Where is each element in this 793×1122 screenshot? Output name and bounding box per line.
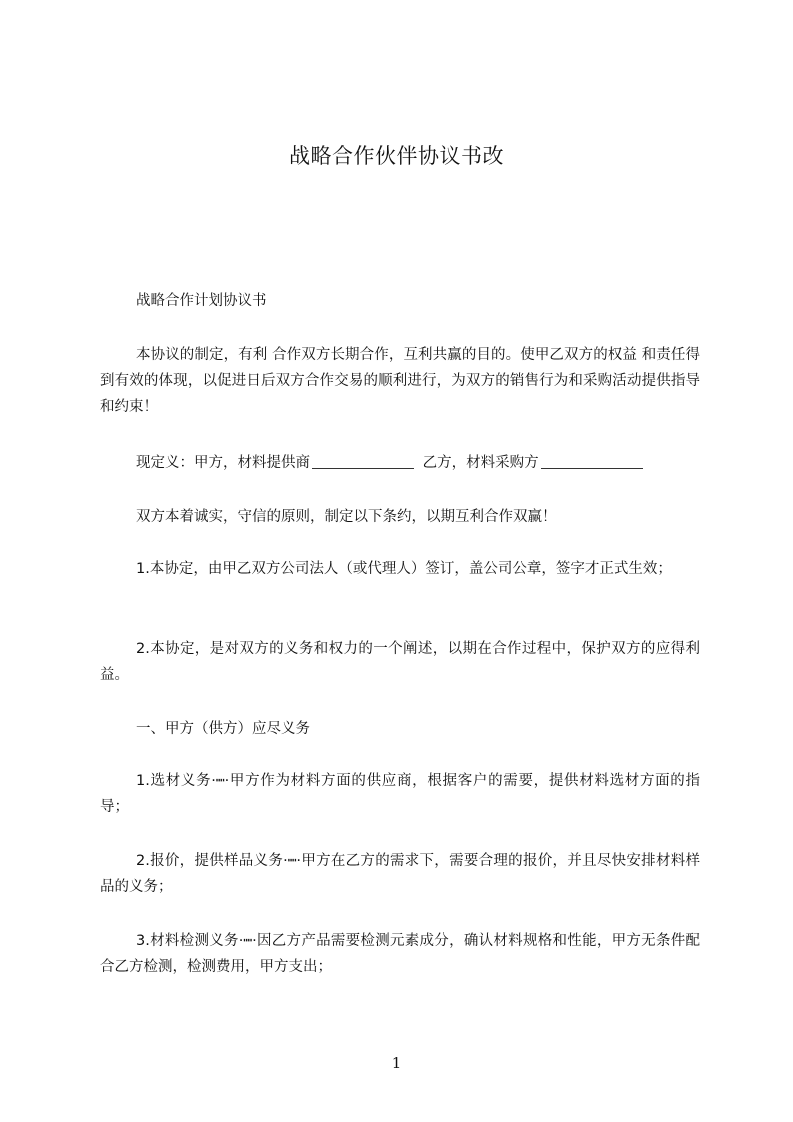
party-b-blank-line [541, 452, 643, 469]
obligation-2: 2.报价，提供样品义务·┉·甲方在乙方的需求下，需要合理的报价，并且尽快安排材料样品的义务； [100, 853, 700, 895]
obligation-1: 1.选材义务·┉·甲方作为材料方面的供应商，根据客户的需要，提供材料选材方面的指导； [100, 773, 700, 815]
definition-paragraph [100, 450, 700, 476]
definition-party-b: 乙方，材料采购方 [422, 455, 539, 471]
party-a-blank-line [312, 452, 414, 469]
principle-paragraph: 双方本着诚实，守信的原则，制定以下条约，以期互利合作双赢！ [136, 509, 557, 525]
definition-party-a: 现定义：甲方，材料提供商 [136, 455, 310, 471]
document-title: 战略合作伙伴协议书改 [289, 144, 504, 168]
clause-1: 1.本协定，由甲乙双方公司法人（或代理人）签订，盖公司公章，签字才正式生效； [136, 561, 672, 577]
section-1-heading: 一、甲方（供方）应尽义务 [136, 721, 310, 737]
page-number: 1 [391, 1054, 402, 1072]
intro-paragraph: 本协议的制定，有利 合作双方长期合作，互利共赢的目的。使甲乙双方的权益 和责任得到有效的体现，以促进日后双方合作交易的顺利进行，为双方的销售行为和采购活动提供指导和约束！ [100, 347, 700, 415]
obligation-3: 3.材料检测义务·┉·因乙方产品需要检测元素成分，确认材料规格和性能，甲方无条件配合乙方检测，检测费用，甲方支出； [100, 933, 700, 975]
clause-2: 2.本协定，是对双方的义务和权力的一个阐述，以期在合作过程中，保护双方的应得利益。 [100, 641, 700, 683]
subtitle: 战略合作计划协议书 [136, 293, 267, 309]
